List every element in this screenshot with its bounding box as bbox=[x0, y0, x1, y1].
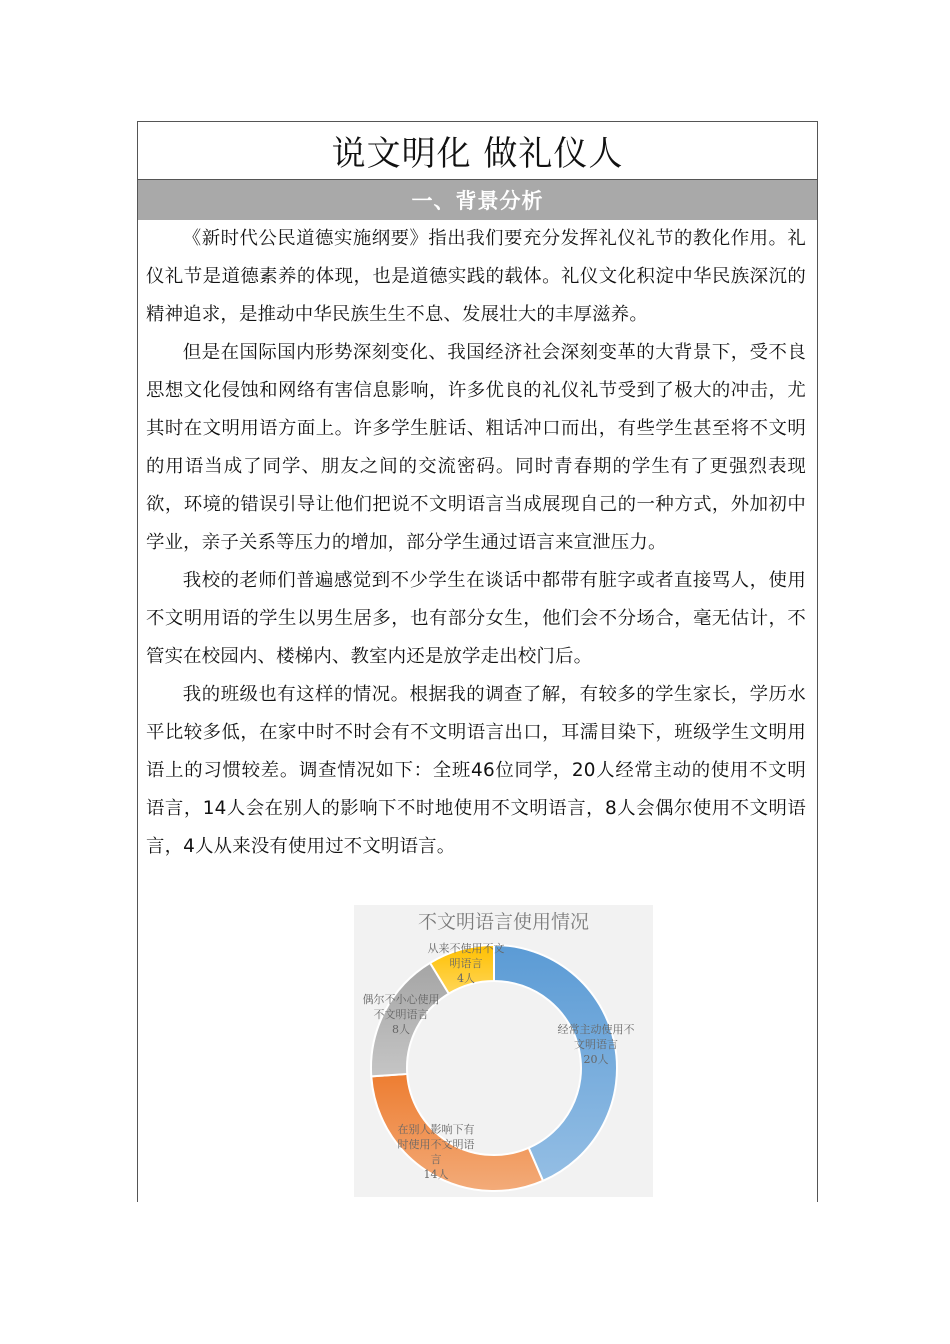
section-heading: 一、背景分析 bbox=[411, 189, 544, 213]
slice-category-label: 时使用不文明语 bbox=[397, 1138, 475, 1151]
body-text bbox=[146, 220, 806, 866]
slice-category-label: 言 bbox=[430, 1153, 442, 1166]
slice-value-label: 20人 bbox=[583, 1053, 609, 1066]
slice-label bbox=[363, 992, 440, 1036]
slice-category-label: 不文明语言 bbox=[373, 1008, 429, 1021]
donut-chart bbox=[354, 905, 653, 1197]
slice-category-label: 明语言 bbox=[449, 957, 483, 970]
paragraph: 《新时代公民道德实施纲要》指出我们要充分发挥礼仪礼节的教化作用。礼仪礼节是道德素养的体现，也是道德实践的载体。礼仪文化积淀中华民族深沉的精神追求，是推动中华民族生生不息、发展壮大的丰厚滋养。 bbox=[146, 228, 806, 325]
slice-category-label: 在别人影响下有 bbox=[397, 1123, 475, 1136]
slice-value-label: 14人 bbox=[423, 1168, 449, 1181]
paragraph: 我校的老师们普遍感觉到不少学生在谈话中都带有脏字或者直接骂人，使用不文明用语的学生以男生居多，也有部分女生，他们会不分场合，毫无估计，不管实在校园内、楼梯内、教室内还是放学走出校门后。 bbox=[146, 570, 806, 667]
slice-category-label: 从来不使用不文 bbox=[427, 942, 505, 955]
title-row bbox=[138, 122, 817, 180]
slice-label bbox=[558, 1022, 635, 1066]
slice-category-label: 偶尔不小心使用 bbox=[362, 993, 440, 1006]
chart-title: 不文明语言使用情况 bbox=[417, 911, 590, 933]
slice-value-label: 4人 bbox=[457, 972, 475, 985]
slice-value-label: 8人 bbox=[392, 1023, 410, 1036]
paragraph: 我的班级也有这样的情况。根据我的调查了解，有较多的学生家长，学历水平比较多低，在家中时不时会有不文明语言出口，耳濡目染下，班级学生文明用语上的习惯较差。调查情况如下：全班46位同学，20人经常主动的使用不文明语言，14人会在别人的影响下不时地使用不文明语言，8人会偶尔使用不文明语言，4人从来没有使用过不文明语言。 bbox=[146, 684, 806, 857]
document-title: 说文明化 做礼仪人 bbox=[331, 134, 624, 174]
document-table bbox=[137, 121, 818, 1202]
paragraph: 但是在国际国内形势深刻变化、我国经济社会深刻变革的大背景下，受不良思想文化侵蚀和网络有害信息影响，许多优良的礼仪礼节受到了极大的冲击，尤其时在文明用语方面上。许多学生脏话、粗话冲口而出，有些学生甚至将不文明的用语当成了同学、朋友之间的交流密码。同时青春期的学生有了更强烈表现欲，环境的错误引导让他们把说不文明语言当成展现自己的一种方式，外加初中学业，亲子关系等压力的增加，部分学生通过语言来宣泄压力。 bbox=[146, 342, 806, 553]
slice-category-label: 经常主动使用不 bbox=[557, 1023, 635, 1036]
slice-category-label: 文明语言 bbox=[574, 1038, 618, 1051]
chart-canvas bbox=[354, 905, 653, 1197]
section-header bbox=[138, 180, 817, 220]
